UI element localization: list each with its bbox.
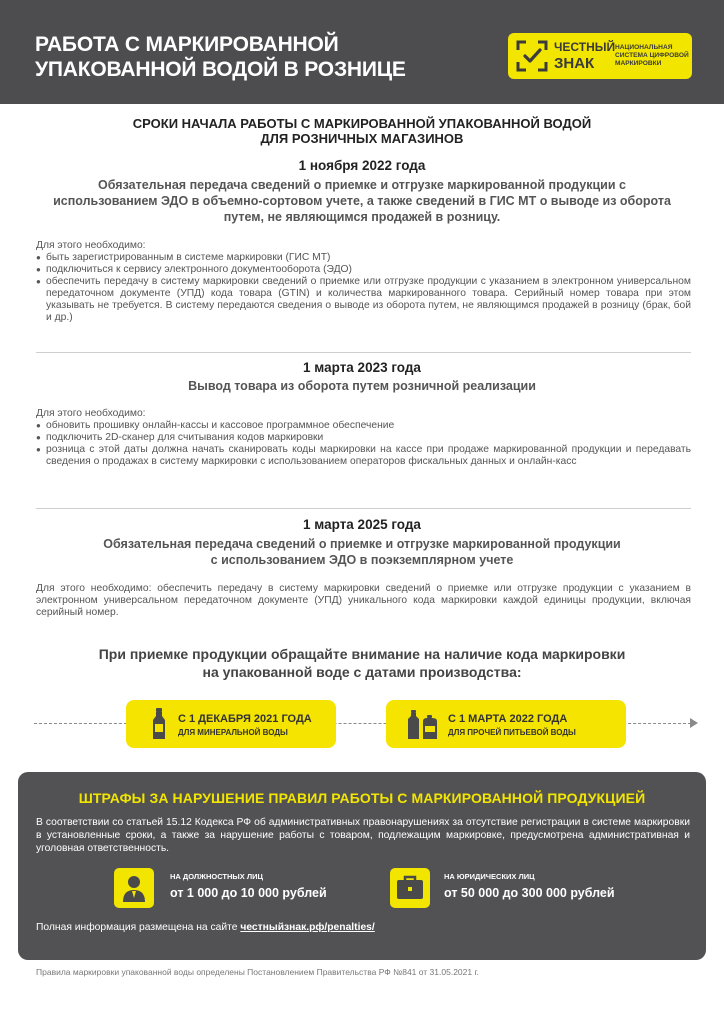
section-2-requirements [36, 408, 691, 468]
footer-note: Правила маркировки упакованной воды определены Постановлением Правительства РФ №841 от 31.05.2021 г. [36, 967, 479, 977]
fines-title: ШТРАФЫ ЗА НАРУШЕНИЕ ПРАВИЛ РАБОТЫ С МАРКИРОВАННОЙ ПРОДУКЦИЕЙ [78, 790, 646, 806]
timeline-label: ДЛЯ ПРОЧЕЙ ПИТЬЕВОЙ ВОДЫ [448, 728, 576, 737]
logo-wordmark: ЧЕСТНЫЙ ЗНАК [554, 40, 616, 72]
section-1-date: 1 ноября 2022 года [298, 158, 426, 173]
fines-info [36, 922, 375, 933]
page-title: РАБОТА С МАРКИРОВАННОЙ УПАКОВАННОЙ ВОДОЙ В РОЗНИЦЕ [35, 33, 406, 81]
bottles-icon [406, 707, 440, 741]
fines-description: В соответствии со статьей 15.12 Кодекса РФ об административных правонарушениях за отсутствие регистрации в системе маркировки в установленные сроки, а также за нарушение работы с товаром, подлежащим маркировке, предусмотрена административная и уголовная ответственность. [36, 817, 690, 854]
main-heading: СРОКИ НАЧАЛА РАБОТЫ С МАРКИРОВАННОЙ УПАКОВАННОЙ ВОДОЙ ДЛЯ РОЗНИЧНЫХ МАГАЗИНОВ [132, 116, 592, 146]
legal-entities-label: НА ЮРИДИЧЕСКИХ ЛИЦ [444, 872, 535, 881]
list-item: ● розница с этой даты должна начать сканировать коды маркировки на кассе при продаже маркированной продукции и передавать сведения о продажах в систему маркировки с использованием операторов фискальных данных и онлайн-касс [36, 444, 691, 468]
logo-subtitle: НАЦИОНАЛЬНАЯ СИСТЕМА ЦИФРОВОЙ МАРКИРОВКИ [615, 44, 689, 67]
briefcase-icon [390, 868, 430, 908]
section-3-date: 1 марта 2025 года [303, 517, 421, 532]
legal-entities-fine-value: от 50 000 до 300 000 рублей [444, 886, 615, 900]
section-1-subtitle: Обязательная передача сведений о приемке и отгрузке маркированной продукции с использованием ЭДО в объемно-сортовом учете, а также сведений в ГИС МТ о выводе из оборота путем, не являющимся продажей в розницу. [53, 178, 671, 224]
section-1-requirements [36, 240, 691, 324]
section-3-subtitle: Обязательная передача сведений о приемке и отгрузке маркированной продукции с использованием ЭДО в поэкземплярном учете [103, 537, 621, 567]
chestny-znak-logo [508, 33, 692, 79]
person-icon [114, 868, 154, 908]
section-divider [36, 508, 691, 509]
timeline-box-mineral [126, 700, 336, 748]
list-item: ● обеспечить передачу в систему маркировки сведений о приемке или отгрузке продукции с указанием в электронном универсальном передаточном документе (УПД) кода товара (GTIN) и количества маркированного товара. Серийный номер товара при этом указывать не требуется. В систему передаются сведения о выводе из оборота путем, не являющимся продажей в розницу (брак, бой и др.) [36, 276, 691, 324]
section-2-intro: Для этого необходимо: [36, 408, 146, 419]
header-banner [0, 0, 724, 104]
section-divider [36, 352, 691, 353]
timeline-label: ДЛЯ МИНЕРАЛЬНОЙ ВОДЫ [178, 728, 288, 737]
list-item: ● быть зарегистрированным в системе маркировки (ГИС МТ) [36, 252, 691, 264]
timeline-box-drinking [386, 700, 626, 748]
fines-panel [18, 772, 706, 960]
penalties-link[interactable]: честныйзнак.рф/penalties/ [240, 922, 375, 933]
section-1-intro: Для этого необходимо: [36, 240, 146, 251]
section-2-list [36, 420, 691, 468]
timeline-arrow-icon [690, 718, 698, 728]
official-person-icon [114, 868, 154, 908]
checkmark-logo-icon [515, 39, 549, 73]
legal-entity-icon [390, 868, 430, 908]
section-2-date: 1 марта 2023 года [303, 360, 421, 375]
production-date-notice: При приемке продукции обращайте внимание на наличие кода маркировки на упакованной воде с датами производства: [98, 646, 626, 680]
timeline-date: С 1 ДЕКАБРЯ 2021 ГОДА [178, 713, 312, 725]
timeline-date: С 1 МАРТА 2022 ГОДА [448, 713, 568, 725]
officials-fine-value: от 1 000 до 10 000 рублей [170, 886, 327, 900]
list-item: ● подключиться к сервису электронного документооборота (ЭДО) [36, 264, 691, 276]
section-1-list [36, 252, 691, 324]
section-3-text: Для этого необходимо: обеспечить передачу в систему маркировки сведений о приемке или отгрузке продукции с указанием в электронном универсальном передаточном документе (УПД) уникального кода маркировки каждой единицы продукции, включая серийный номер. [36, 583, 691, 618]
section-2-subtitle: Вывод товара из оборота путем розничной реализации [188, 379, 536, 393]
list-item: ● обновить прошивку онлайн-кассы и кассовое программное обеспечение [36, 420, 691, 432]
fines-info-prefix: Полная информация размещена на сайте [36, 922, 238, 933]
officials-label: НА ДОЛЖНОСТНЫХ ЛИЦ [170, 872, 263, 881]
list-item: ● подключить 2D-сканер для считывания кодов маркировки [36, 432, 691, 444]
bottle-icon [146, 707, 172, 741]
